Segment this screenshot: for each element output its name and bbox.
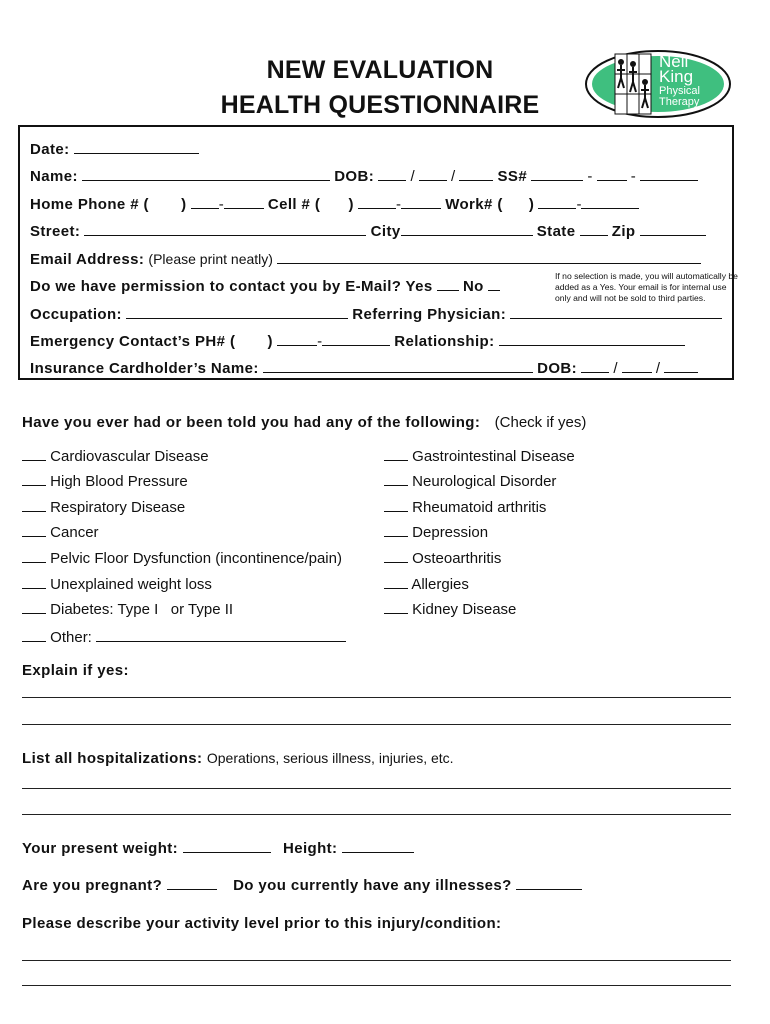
condition-kidney-disease — [384, 601, 516, 618]
row-date — [30, 141, 199, 158]
hospitalizations-row — [22, 750, 454, 768]
condition-label: Gastrointestinal Disease — [412, 448, 575, 465]
hospitalizations-line-2[interactable] — [22, 814, 731, 815]
email-hint: (Please print neatly) — [148, 251, 273, 267]
condition-allergies — [384, 576, 469, 593]
condition-cancer — [22, 524, 99, 541]
cell-line-field[interactable] — [401, 196, 441, 209]
ss-label: SS# — [497, 168, 528, 185]
condition-checkbox[interactable] — [384, 499, 408, 512]
logo-text-king: King — [659, 67, 694, 86]
email-permission-note: If no selection is made, you will automatically be added as a Yes. Your email is for internal use only and will not be sold to third parties. — [555, 271, 738, 303]
condition-rheumatoid-arthritis — [384, 499, 546, 516]
insurance-dob-day-field[interactable] — [622, 360, 652, 373]
explain-line-2[interactable] — [22, 724, 731, 725]
row-email-permission — [30, 278, 500, 295]
form-title-line2: HEALTH QUESTIONNAIRE — [220, 91, 540, 119]
activity-line-2[interactable] — [22, 985, 731, 986]
email-field[interactable] — [277, 251, 701, 264]
condition-label: Kidney Disease — [412, 601, 517, 618]
home-phone-prefix-field[interactable] — [191, 196, 219, 209]
condition-checkbox[interactable] — [22, 473, 46, 486]
condition-label: Depression — [412, 524, 489, 541]
emergency-line-field[interactable] — [322, 333, 390, 346]
activity-level-label: Please describe your activity level prior to this injury/condition: — [22, 915, 502, 932]
logo-text-therapy: Therapy — [659, 96, 700, 108]
occupation-label: Occupation: — [30, 306, 122, 323]
row-name: Name: DOB: / / SS# - - — [30, 168, 698, 185]
condition-checkbox[interactable] — [22, 448, 46, 461]
condition-checkbox[interactable] — [22, 499, 46, 512]
permission-no-field[interactable] — [488, 278, 500, 291]
relationship-field[interactable] — [499, 333, 685, 346]
logo-text-physical: Physical — [659, 85, 700, 97]
weight-height-row — [22, 840, 414, 858]
date-label: Date: — [30, 141, 70, 158]
condition-weight-loss — [22, 576, 212, 593]
work-label: Work# ( — [445, 196, 503, 213]
home-phone-label: Home Phone # ( — [30, 196, 149, 213]
condition-label: Respiratory Disease — [50, 499, 186, 516]
referring-physician-field[interactable] — [510, 306, 722, 319]
row-occupation — [30, 306, 722, 323]
insurance-cardholder-label: Insurance Cardholder’s Name: — [30, 360, 259, 377]
condition-pelvic-floor — [22, 550, 342, 567]
condition-label: Cancer — [50, 524, 99, 541]
city-label: City — [370, 223, 401, 240]
row-address — [30, 223, 706, 240]
home-phone-line-field[interactable] — [224, 196, 264, 209]
history-hint: (Check if yes) — [494, 414, 587, 431]
condition-checkbox[interactable] — [384, 524, 408, 537]
explain-label: Explain if yes: — [22, 662, 129, 679]
condition-checkbox[interactable] — [384, 448, 408, 461]
condition-checkbox[interactable] — [384, 550, 408, 563]
condition-label: Unexplained weight loss — [50, 576, 212, 593]
street-field[interactable] — [84, 223, 366, 236]
hospitalizations-label: List all hospitalizations: — [22, 750, 203, 767]
condition-label: Other: — [50, 629, 92, 646]
dob-label: DOB: — [334, 168, 375, 185]
clinic-logo — [583, 48, 733, 120]
state-label: State — [536, 223, 576, 240]
weight-label: Your present weight: — [22, 840, 179, 857]
condition-checkbox[interactable] — [22, 550, 46, 563]
condition-respiratory — [22, 499, 185, 516]
pregnant-label: Are you pregnant? — [22, 877, 163, 894]
condition-checkbox[interactable] — [22, 629, 46, 642]
insurance-dob-year-field[interactable] — [664, 360, 698, 373]
weight-field[interactable] — [183, 840, 271, 853]
row-insurance: Insurance Cardholder’s Name: DOB: / / — [30, 360, 698, 377]
condition-osteoarthritis — [384, 550, 501, 567]
condition-gastrointestinal — [384, 448, 575, 465]
ss-part1-field[interactable] — [531, 168, 583, 181]
condition-high-blood-pressure — [22, 473, 188, 490]
name-label: Name: — [30, 168, 78, 185]
work-prefix-field[interactable] — [538, 196, 576, 209]
condition-other — [22, 629, 346, 646]
history-question-row — [22, 414, 586, 432]
condition-checkbox[interactable] — [22, 524, 46, 537]
condition-cardiovascular — [22, 448, 209, 465]
cell-prefix-field[interactable] — [358, 196, 396, 209]
condition-checkbox[interactable] — [384, 473, 408, 486]
condition-label: Neurological Disorder — [412, 473, 557, 490]
referring-physician-label: Referring Physician: — [352, 306, 507, 323]
occupation-field[interactable] — [126, 306, 348, 319]
relationship-label: Relationship: — [394, 333, 495, 350]
form-title-line1: NEW EVALUATION — [266, 56, 494, 84]
email-label: Email Address: — [30, 251, 145, 268]
condition-label: Diabetes: Type I or Type II — [50, 601, 234, 618]
patient-info-box — [18, 125, 738, 380]
insurance-dob-month-field[interactable] — [581, 360, 609, 373]
dob-year-field[interactable] — [459, 168, 493, 181]
explain-line-1[interactable] — [22, 697, 731, 698]
permission-no-label: No — [462, 278, 484, 295]
condition-checkbox[interactable] — [22, 576, 46, 589]
row-emergency: Emergency Contact’s PH# ( ) - Relationship: — [30, 333, 685, 350]
state-field[interactable] — [580, 223, 608, 236]
emergency-prefix-field[interactable] — [277, 333, 317, 346]
dob-month-field[interactable] — [378, 168, 406, 181]
street-label: Street: — [30, 223, 81, 240]
condition-label: High Blood Pressure — [50, 473, 188, 490]
condition-checkbox[interactable] — [384, 601, 408, 614]
condition-diabetes — [22, 601, 233, 618]
row-email — [30, 251, 701, 268]
other-condition-field[interactable] — [96, 629, 346, 642]
city-field[interactable] — [401, 223, 533, 236]
hospitalizations-hint: Operations, serious illness, injuries, etc. — [206, 750, 454, 766]
zip-label: Zip — [611, 223, 636, 240]
condition-label: Allergies — [411, 576, 469, 593]
logo-text-neil: Neil — [659, 52, 689, 71]
condition-label: Cardiovascular Disease — [50, 448, 209, 465]
height-field[interactable] — [342, 840, 414, 853]
history-question: Have you ever had or been told you had any of the following: — [22, 414, 481, 431]
condition-label: Osteoarthritis — [412, 550, 502, 567]
permission-yes-field[interactable] — [437, 278, 459, 291]
zip-field[interactable] — [640, 223, 706, 236]
illness-field[interactable] — [516, 877, 582, 890]
insurance-cardholder-field[interactable] — [263, 360, 533, 373]
hospitalizations-line-1[interactable] — [22, 788, 731, 789]
condition-checkbox[interactable] — [384, 576, 408, 589]
cell-label: Cell # ( — [267, 196, 321, 213]
activity-line-1[interactable] — [22, 960, 731, 961]
name-field[interactable] — [82, 168, 330, 181]
row-phones: Home Phone # ( ) - Cell # ( ) - Work# ( ) - — [30, 196, 639, 213]
condition-label: Rheumatoid arthritis — [412, 499, 547, 516]
condition-checkbox[interactable] — [22, 601, 46, 614]
ss-part2-field[interactable] — [597, 168, 627, 181]
emergency-label: Emergency Contact’s PH# ( — [30, 333, 236, 350]
permission-label: Do we have permission to contact you by E-Mail? — [30, 278, 402, 295]
ss-part3-field[interactable] — [640, 168, 698, 181]
pregnant-illness-row — [22, 877, 582, 895]
condition-label: Pelvic Floor Dysfunction (incontinence/pain) — [50, 550, 342, 567]
height-label: Height: — [282, 840, 338, 857]
illness-label: Do you currently have any illnesses? — [233, 877, 512, 894]
pregnant-field[interactable] — [167, 877, 217, 890]
condition-neurological — [384, 473, 556, 490]
work-line-field[interactable] — [581, 196, 639, 209]
date-field[interactable] — [74, 141, 199, 154]
permission-yes-label: Yes — [405, 278, 433, 295]
dob-day-field[interactable] — [419, 168, 447, 181]
insurance-dob-label: DOB: — [537, 360, 578, 377]
condition-depression — [384, 524, 488, 541]
